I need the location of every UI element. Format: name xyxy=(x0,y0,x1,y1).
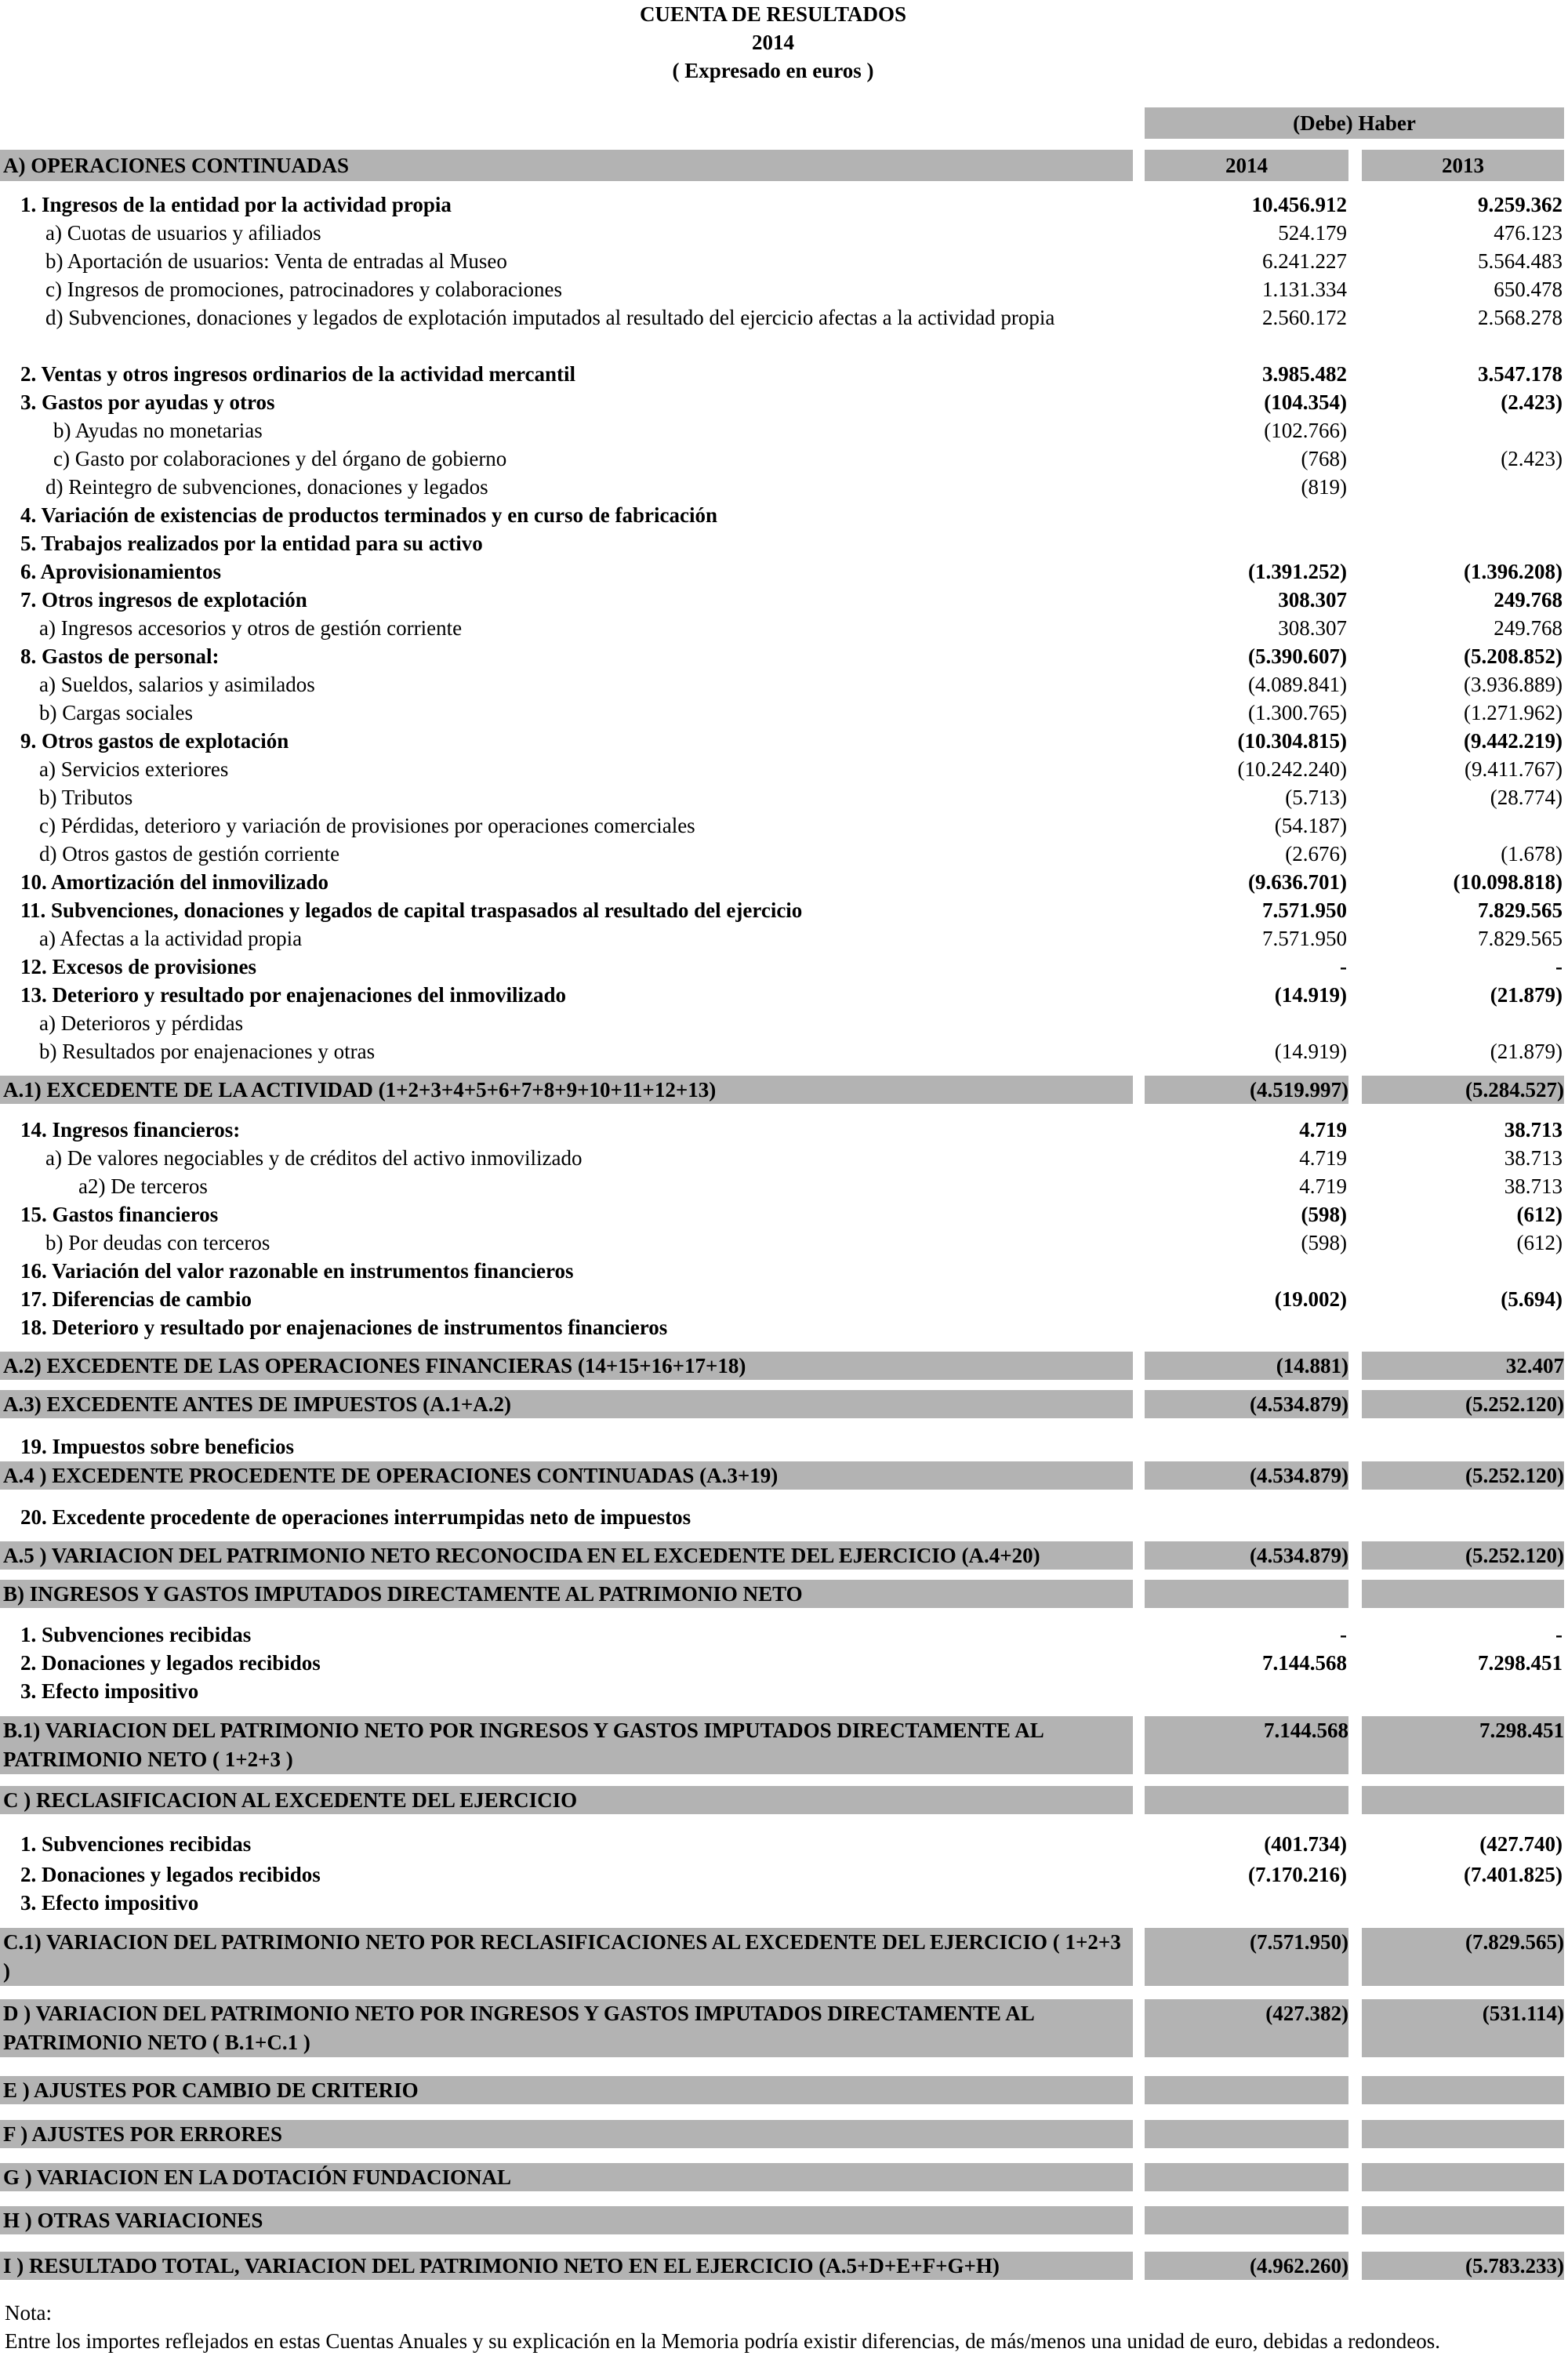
value-2013 xyxy=(1360,529,1563,557)
value-2013: (2.423) xyxy=(1501,390,1563,414)
section-row xyxy=(0,2120,1568,2148)
section-row xyxy=(0,1580,1568,1608)
line-item-row xyxy=(0,1621,1568,1649)
line-item-row xyxy=(0,586,1568,614)
row-label: 5. Trabajos realizados por la entidad para su activo xyxy=(20,532,483,555)
row-label: d) Reintegro de subvenciones, donaciones y legados xyxy=(45,475,488,499)
report-title: CUENTA DE RESULTADOS xyxy=(639,2,907,26)
value-2014 xyxy=(1145,1009,1347,1037)
line-item-row xyxy=(0,557,1568,586)
value-2014: (9.636.701) xyxy=(1248,870,1347,894)
row-label: 8. Gastos de personal: xyxy=(20,644,220,668)
value-2013: (10.098.818) xyxy=(1453,870,1563,894)
row-label: C ) RECLASIFICACION AL EXCEDENTE DEL EJERCICIO xyxy=(0,1786,1133,1814)
line-item-row xyxy=(0,388,1568,416)
value-2013: (5.783.233) xyxy=(1362,2252,1564,2280)
value-2013 xyxy=(1360,1313,1563,1341)
row-label: 4. Variación de existencias de productos terminados y en curso de fabricación xyxy=(20,503,717,527)
value-2014: (4.089.841) xyxy=(1248,673,1347,696)
row-label: 2. Ventas y otros ingresos ordinarios de la actividad mercantil xyxy=(20,362,576,386)
value-2014: 10.456.912 xyxy=(1251,193,1347,216)
row-label: E ) AJUSTES POR CAMBIO DE CRITERIO xyxy=(0,2076,1133,2104)
value-2014: 308.307 xyxy=(1278,588,1347,612)
line-item-row xyxy=(0,360,1568,388)
value-2014: 7.571.950 xyxy=(1262,898,1347,922)
line-item-row xyxy=(0,1257,1568,1285)
report-header xyxy=(0,0,1546,85)
line-item-row xyxy=(0,1172,1568,1200)
line-item-row xyxy=(0,896,1568,924)
value-2013: (9.411.767) xyxy=(1465,757,1563,781)
row-label: a) Sueldos, salarios y asimilados xyxy=(39,673,315,696)
row-label: A.3) EXCEDENTE ANTES DE IMPUESTOS (A.1+A.2) xyxy=(0,1390,1133,1418)
line-item-row xyxy=(0,445,1568,473)
value-2014: (598) xyxy=(1301,1203,1347,1226)
value-2013 xyxy=(1362,2163,1564,2191)
value-2013: 38.713 xyxy=(1504,1118,1563,1142)
value-2014: (54.187) xyxy=(1274,814,1347,837)
row-label: a) Ingresos accesorios y otros de gestión corriente xyxy=(39,616,463,640)
value-2014 xyxy=(1145,1677,1347,1705)
value-2013: 3.547.178 xyxy=(1478,362,1563,386)
value-2013: (7.829.565) xyxy=(1362,1928,1564,1986)
value-2014: (7.571.950) xyxy=(1145,1928,1348,1986)
section-row xyxy=(0,1786,1568,1814)
value-2013: (5.252.120) xyxy=(1362,1390,1564,1418)
line-item-row xyxy=(0,1677,1568,1705)
value-2014: (4.534.879) xyxy=(1145,1461,1348,1490)
line-item-row xyxy=(0,275,1568,303)
row-label: 1. Ingresos de la entidad por la actividad propia xyxy=(20,193,452,216)
line-item-row xyxy=(0,727,1568,755)
row-label: I ) RESULTADO TOTAL, VARIACION DEL PATRIMONIO NETO EN EL EJERCICIO (A.5+D+E+F+G+H) xyxy=(0,2252,1133,2280)
line-item-row xyxy=(0,868,1568,896)
row-label: a) Cuotas de usuarios y afiliados xyxy=(45,221,321,245)
value-2013: 38.713 xyxy=(1504,1174,1563,1198)
row-label: A.4 ) EXCEDENTE PROCEDENTE DE OPERACIONES CONTINUADAS (A.3+19) xyxy=(0,1461,1133,1490)
value-2014: (14.919) xyxy=(1274,983,1347,1007)
line-item-row xyxy=(0,1009,1568,1037)
value-2014: (768) xyxy=(1301,447,1347,470)
value-2014 xyxy=(1145,529,1347,557)
row-label: D ) VARIACION DEL PATRIMONIO NETO POR INGRESOS Y GASTOS IMPUTADOS DIRECTAMENTE AL PATRIMONIO NETO ( B.1+C.1 ) xyxy=(0,1999,1133,2057)
value-2014 xyxy=(1145,1786,1348,1814)
value-2014: 6.241.227 xyxy=(1262,249,1347,273)
value-2014 xyxy=(1145,1889,1347,1917)
line-item-row xyxy=(0,191,1568,219)
row-label: 3. Gastos por ayudas y otros xyxy=(20,390,275,414)
row-label: A.2) EXCEDENTE DE LAS OPERACIONES FINANCIERAS (14+15+16+17+18) xyxy=(0,1352,1133,1380)
line-item-row xyxy=(0,1144,1568,1172)
line-item-row xyxy=(0,783,1568,811)
row-label: b) Cargas sociales xyxy=(39,701,193,724)
line-item-row xyxy=(0,840,1568,868)
line-item-row xyxy=(0,1037,1568,1065)
value-2013 xyxy=(1360,811,1563,840)
line-item-row xyxy=(0,811,1568,840)
row-label: 10. Amortización del inmovilizado xyxy=(20,870,328,894)
value-2014: (4.519.997) xyxy=(1145,1076,1348,1104)
row-label: G ) VARIACION EN LA DOTACIÓN FUNDACIONAL xyxy=(0,2163,1133,2191)
row-label: 7. Otros ingresos de explotación xyxy=(20,588,307,612)
row-label: 3. Efecto impositivo xyxy=(20,1679,199,1703)
value-2013: (28.774) xyxy=(1490,786,1563,809)
value-2014: (10.304.815) xyxy=(1237,729,1347,753)
row-label: b) Por deudas con terceros xyxy=(45,1231,270,1254)
value-2014: (819) xyxy=(1301,475,1347,499)
row-label: 3. Efecto impositivo xyxy=(20,1891,199,1915)
line-item-row xyxy=(0,642,1568,670)
section-row xyxy=(0,150,1568,181)
value-2013 xyxy=(1362,2206,1564,2234)
value-2013: - xyxy=(1555,955,1563,978)
value-2013: (9.442.219) xyxy=(1464,729,1563,753)
value-2014: 4.719 xyxy=(1299,1174,1347,1198)
row-label: a) Servicios exteriores xyxy=(39,757,229,781)
value-2013: 7.298.451 xyxy=(1362,1716,1564,1774)
line-item-row xyxy=(0,1229,1568,1257)
value-2013: (5.252.120) xyxy=(1362,1541,1564,1570)
value-2014 xyxy=(1145,2206,1348,2234)
line-item-row xyxy=(0,1200,1568,1229)
section-row xyxy=(0,2076,1568,2104)
row-label: 1. Subvenciones recibidas xyxy=(20,1623,252,1646)
section-row xyxy=(0,2206,1568,2234)
value-2013: (21.879) xyxy=(1490,983,1563,1007)
line-item-row xyxy=(0,529,1568,557)
row-label: H ) OTRAS VARIACIONES xyxy=(0,2206,1133,2234)
section-row xyxy=(0,1352,1568,1380)
value-2013 xyxy=(1360,1503,1563,1531)
row-label: c) Pérdidas, deterioro y variación de provisiones por operaciones comerciales xyxy=(39,814,695,837)
section-row xyxy=(0,1390,1568,1418)
value-2014: (4.534.879) xyxy=(1145,1390,1348,1418)
row-label: 16. Variación del valor razonable en instrumentos financieros xyxy=(20,1259,574,1283)
value-2014: (7.170.216) xyxy=(1248,1863,1347,1886)
line-item-row xyxy=(0,1116,1568,1144)
line-item-row xyxy=(0,1313,1568,1341)
line-item-row xyxy=(0,247,1568,275)
value-2013: 2.568.278 xyxy=(1478,306,1563,329)
value-2013: 38.713 xyxy=(1504,1146,1563,1170)
row-label: c) Ingresos de promociones, patrocinadores y colaboraciones xyxy=(45,278,563,301)
row-label: 6. Aprovisionamientos xyxy=(20,560,222,583)
value-2014 xyxy=(1145,1580,1348,1608)
value-2013 xyxy=(1362,2120,1564,2148)
line-item-row xyxy=(0,473,1568,501)
row-label: 15. Gastos financieros xyxy=(20,1203,219,1226)
row-label: 2. Donaciones y legados recibidos xyxy=(20,1651,321,1675)
value-2013 xyxy=(1362,2076,1564,2104)
section-row xyxy=(0,1928,1568,1986)
section-row xyxy=(0,1461,1568,1490)
line-item-row xyxy=(0,924,1568,953)
row-label: b) Ayudas no monetarias xyxy=(53,419,263,442)
row-label: a) Afectas a la actividad propia xyxy=(39,927,303,950)
value-2014 xyxy=(1145,501,1347,529)
column-group-header: (Debe) Haber xyxy=(1145,107,1564,139)
value-2013 xyxy=(1360,473,1563,501)
value-2014 xyxy=(1145,2163,1348,2191)
row-label: 2. Donaciones y legados recibidos xyxy=(20,1863,321,1886)
row-label: a) Deterioros y pérdidas xyxy=(39,1011,244,1035)
row-label: a) De valores negociables y de créditos del activo inmovilizado xyxy=(45,1146,583,1170)
row-label: C.1) VARIACION DEL PATRIMONIO NETO POR RECLASIFICACIONES AL EXCEDENTE DEL EJERCICIO ( 1+2+3 ) xyxy=(0,1928,1133,1986)
row-label: b) Tributos xyxy=(39,786,133,809)
value-2014: 7.571.950 xyxy=(1262,927,1347,950)
value-2013: 249.768 xyxy=(1494,616,1563,640)
value-2014: (4.962.260) xyxy=(1145,2252,1348,2280)
value-2013: (5.284.527) xyxy=(1362,1076,1564,1104)
row-label: B) INGRESOS Y GASTOS IMPUTADOS DIRECTAMENTE AL PATRIMONIO NETO xyxy=(0,1580,1133,1608)
value-2013: (21.879) xyxy=(1490,1040,1563,1063)
report-year: 2014 xyxy=(752,31,794,54)
value-2014: (4.534.879) xyxy=(1145,1541,1348,1570)
value-2014: (14.881) xyxy=(1145,1352,1348,1380)
value-2013: 5.564.483 xyxy=(1478,249,1563,273)
value-2014: 7.144.568 xyxy=(1145,1716,1348,1774)
section-row xyxy=(0,1541,1568,1570)
line-item-row xyxy=(0,670,1568,699)
value-2014: (1.300.765) xyxy=(1248,701,1347,724)
row-label: A) OPERACIONES CONTINUADAS xyxy=(0,150,1133,181)
line-item-row xyxy=(0,1649,1568,1677)
value-2013: (612) xyxy=(1516,1203,1563,1226)
note-title: Nota: xyxy=(5,2301,52,2325)
value-2013 xyxy=(1360,1889,1563,1917)
value-2013 xyxy=(1360,416,1563,445)
value-2014: 7.144.568 xyxy=(1262,1651,1347,1675)
value-2013: 32.407 xyxy=(1362,1352,1564,1380)
value-2014: 2014 xyxy=(1145,150,1348,181)
value-2013: (612) xyxy=(1516,1231,1563,1254)
line-item-row xyxy=(0,1285,1568,1313)
row-label: A.1) EXCEDENTE DE LA ACTIVIDAD (1+2+3+4+5+6+7+8+9+10+11+12+13) xyxy=(0,1076,1133,1104)
note-text: Entre los importes reflejados en estas Cuentas Anuales y su explicación en la Memoria podría existir diferencias, de más/menos una unidad de euro, debidas a redondeos. xyxy=(5,2329,1440,2353)
value-2013: (3.936.889) xyxy=(1464,673,1563,696)
value-2013: 9.259.362 xyxy=(1478,193,1563,216)
line-item-row xyxy=(0,501,1568,529)
section-row xyxy=(0,2163,1568,2191)
value-2013: (5.252.120) xyxy=(1362,1461,1564,1490)
row-label: 1. Subvenciones recibidas xyxy=(20,1832,252,1856)
value-2014: 3.985.482 xyxy=(1262,362,1347,386)
section-row xyxy=(0,1076,1568,1104)
value-2014 xyxy=(1145,2120,1348,2148)
section-row xyxy=(0,1999,1568,2057)
row-label: 18. Deterioro y resultado por enajenaciones de instrumentos financieros xyxy=(20,1316,668,1339)
section-row xyxy=(0,1716,1568,1774)
value-2013: - xyxy=(1555,1623,1563,1646)
row-label: A.5 ) VARIACION DEL PATRIMONIO NETO RECONOCIDA EN EL EXCEDENTE DEL EJERCICIO (A.4+20) xyxy=(0,1541,1133,1570)
value-2014: - xyxy=(1340,1623,1347,1646)
row-label: 13. Deterioro y resultado por enajenaciones del inmovilizado xyxy=(20,983,566,1007)
value-2014: (401.734) xyxy=(1264,1832,1347,1856)
row-label: d) Subvenciones, donaciones y legados de explotación imputados al resultado del ejercicio afectas a la actividad propia xyxy=(45,306,1055,329)
value-2014: (104.354) xyxy=(1264,390,1347,414)
row-label: 12. Excesos de provisiones xyxy=(20,955,257,978)
line-item-row xyxy=(0,1860,1568,1889)
value-2014: (102.766) xyxy=(1264,419,1347,442)
value-2014: (19.002) xyxy=(1274,1287,1347,1311)
value-2013: (2.423) xyxy=(1501,447,1563,470)
value-2013: (5.694) xyxy=(1501,1287,1563,1311)
value-2014: (598) xyxy=(1301,1231,1347,1254)
line-item-row xyxy=(0,614,1568,642)
value-2013: 7.829.565 xyxy=(1478,927,1563,950)
row-label: 11. Subvenciones, donaciones y legados de capital traspasados al resultado del ejercicio xyxy=(20,898,803,922)
value-2013 xyxy=(1360,1257,1563,1285)
row-label: d) Otros gastos de gestión corriente xyxy=(39,842,340,866)
value-2013 xyxy=(1362,1580,1564,1608)
row-label: B.1) VARIACION DEL PATRIMONIO NETO POR INGRESOS Y GASTOS IMPUTADOS DIRECTAMENTE AL PATRIMONIO NETO ( 1+2+3 ) xyxy=(0,1716,1133,1774)
value-2013: 249.768 xyxy=(1494,588,1563,612)
row-label: a2) De terceros xyxy=(78,1174,208,1198)
row-label: b) Aportación de usuarios: Venta de entradas al Museo xyxy=(45,249,507,273)
value-2014: (427.382) xyxy=(1145,1999,1348,2057)
value-2014 xyxy=(1145,2076,1348,2104)
row-label: c) Gasto por colaboraciones y del órgano de gobierno xyxy=(53,447,507,470)
value-2013: 7.829.565 xyxy=(1478,898,1563,922)
line-item-row xyxy=(0,1830,1568,1858)
value-2014: 1.131.334 xyxy=(1262,278,1347,301)
value-2013: (7.401.825) xyxy=(1464,1863,1563,1886)
row-label: 9. Otros gastos de explotación xyxy=(20,729,289,753)
report-currency: ( Expresado en euros ) xyxy=(672,59,874,82)
value-2014 xyxy=(1145,1257,1347,1285)
row-label: 19. Impuestos sobre beneficios xyxy=(20,1435,295,1458)
line-item-row xyxy=(0,1889,1568,1917)
row-label: 20. Excedente procedente de operaciones interrumpidas neto de impuestos xyxy=(20,1505,691,1529)
value-2013: 2013 xyxy=(1362,150,1564,181)
line-item-row xyxy=(0,219,1568,247)
line-item-row xyxy=(0,1503,1568,1531)
value-2014: 4.719 xyxy=(1299,1146,1347,1170)
value-2014 xyxy=(1145,1432,1347,1461)
line-item-row xyxy=(0,755,1568,783)
value-2013: 476.123 xyxy=(1494,221,1563,245)
value-2013 xyxy=(1360,501,1563,529)
value-2014: 4.719 xyxy=(1299,1118,1347,1142)
row-label: b) Resultados por enajenaciones y otras xyxy=(39,1040,376,1063)
value-2013 xyxy=(1360,1677,1563,1705)
line-item-row xyxy=(0,953,1568,981)
line-item-row xyxy=(0,416,1568,445)
value-2014: (10.242.240) xyxy=(1237,757,1347,781)
value-2014: 308.307 xyxy=(1278,616,1347,640)
value-2014: (1.391.252) xyxy=(1248,560,1347,583)
value-2013 xyxy=(1362,1786,1564,1814)
value-2014: (5.713) xyxy=(1285,786,1347,809)
value-2013: 650.478 xyxy=(1494,278,1563,301)
value-2013: (427.740) xyxy=(1479,1832,1563,1856)
value-2013: (531.114) xyxy=(1362,1999,1564,2057)
line-item-row xyxy=(0,1432,1568,1461)
value-2014 xyxy=(1145,1313,1347,1341)
value-2013: (5.208.852) xyxy=(1464,644,1563,668)
value-2014: 2.560.172 xyxy=(1262,306,1347,329)
value-2014: - xyxy=(1340,955,1347,978)
section-row xyxy=(0,2252,1568,2280)
value-2013: (1.271.962) xyxy=(1464,701,1563,724)
value-2014 xyxy=(1145,1503,1347,1531)
value-2014: (14.919) xyxy=(1274,1040,1347,1063)
value-2013: 7.298.451 xyxy=(1478,1651,1563,1675)
row-label: 14. Ingresos financieros: xyxy=(20,1118,241,1142)
value-2014: (5.390.607) xyxy=(1248,644,1347,668)
value-2013: (1.396.208) xyxy=(1464,560,1563,583)
line-item-row xyxy=(0,981,1568,1009)
value-2013: (1.678) xyxy=(1501,842,1563,866)
value-2014: 524.179 xyxy=(1278,221,1347,245)
line-item-row xyxy=(0,699,1568,727)
row-label: 17. Diferencias de cambio xyxy=(20,1287,252,1311)
value-2013 xyxy=(1360,1432,1563,1461)
row-label: F ) AJUSTES POR ERRORES xyxy=(0,2120,1133,2148)
value-2014: (2.676) xyxy=(1285,842,1347,866)
value-2013 xyxy=(1360,1009,1563,1037)
line-item-row xyxy=(0,303,1568,332)
